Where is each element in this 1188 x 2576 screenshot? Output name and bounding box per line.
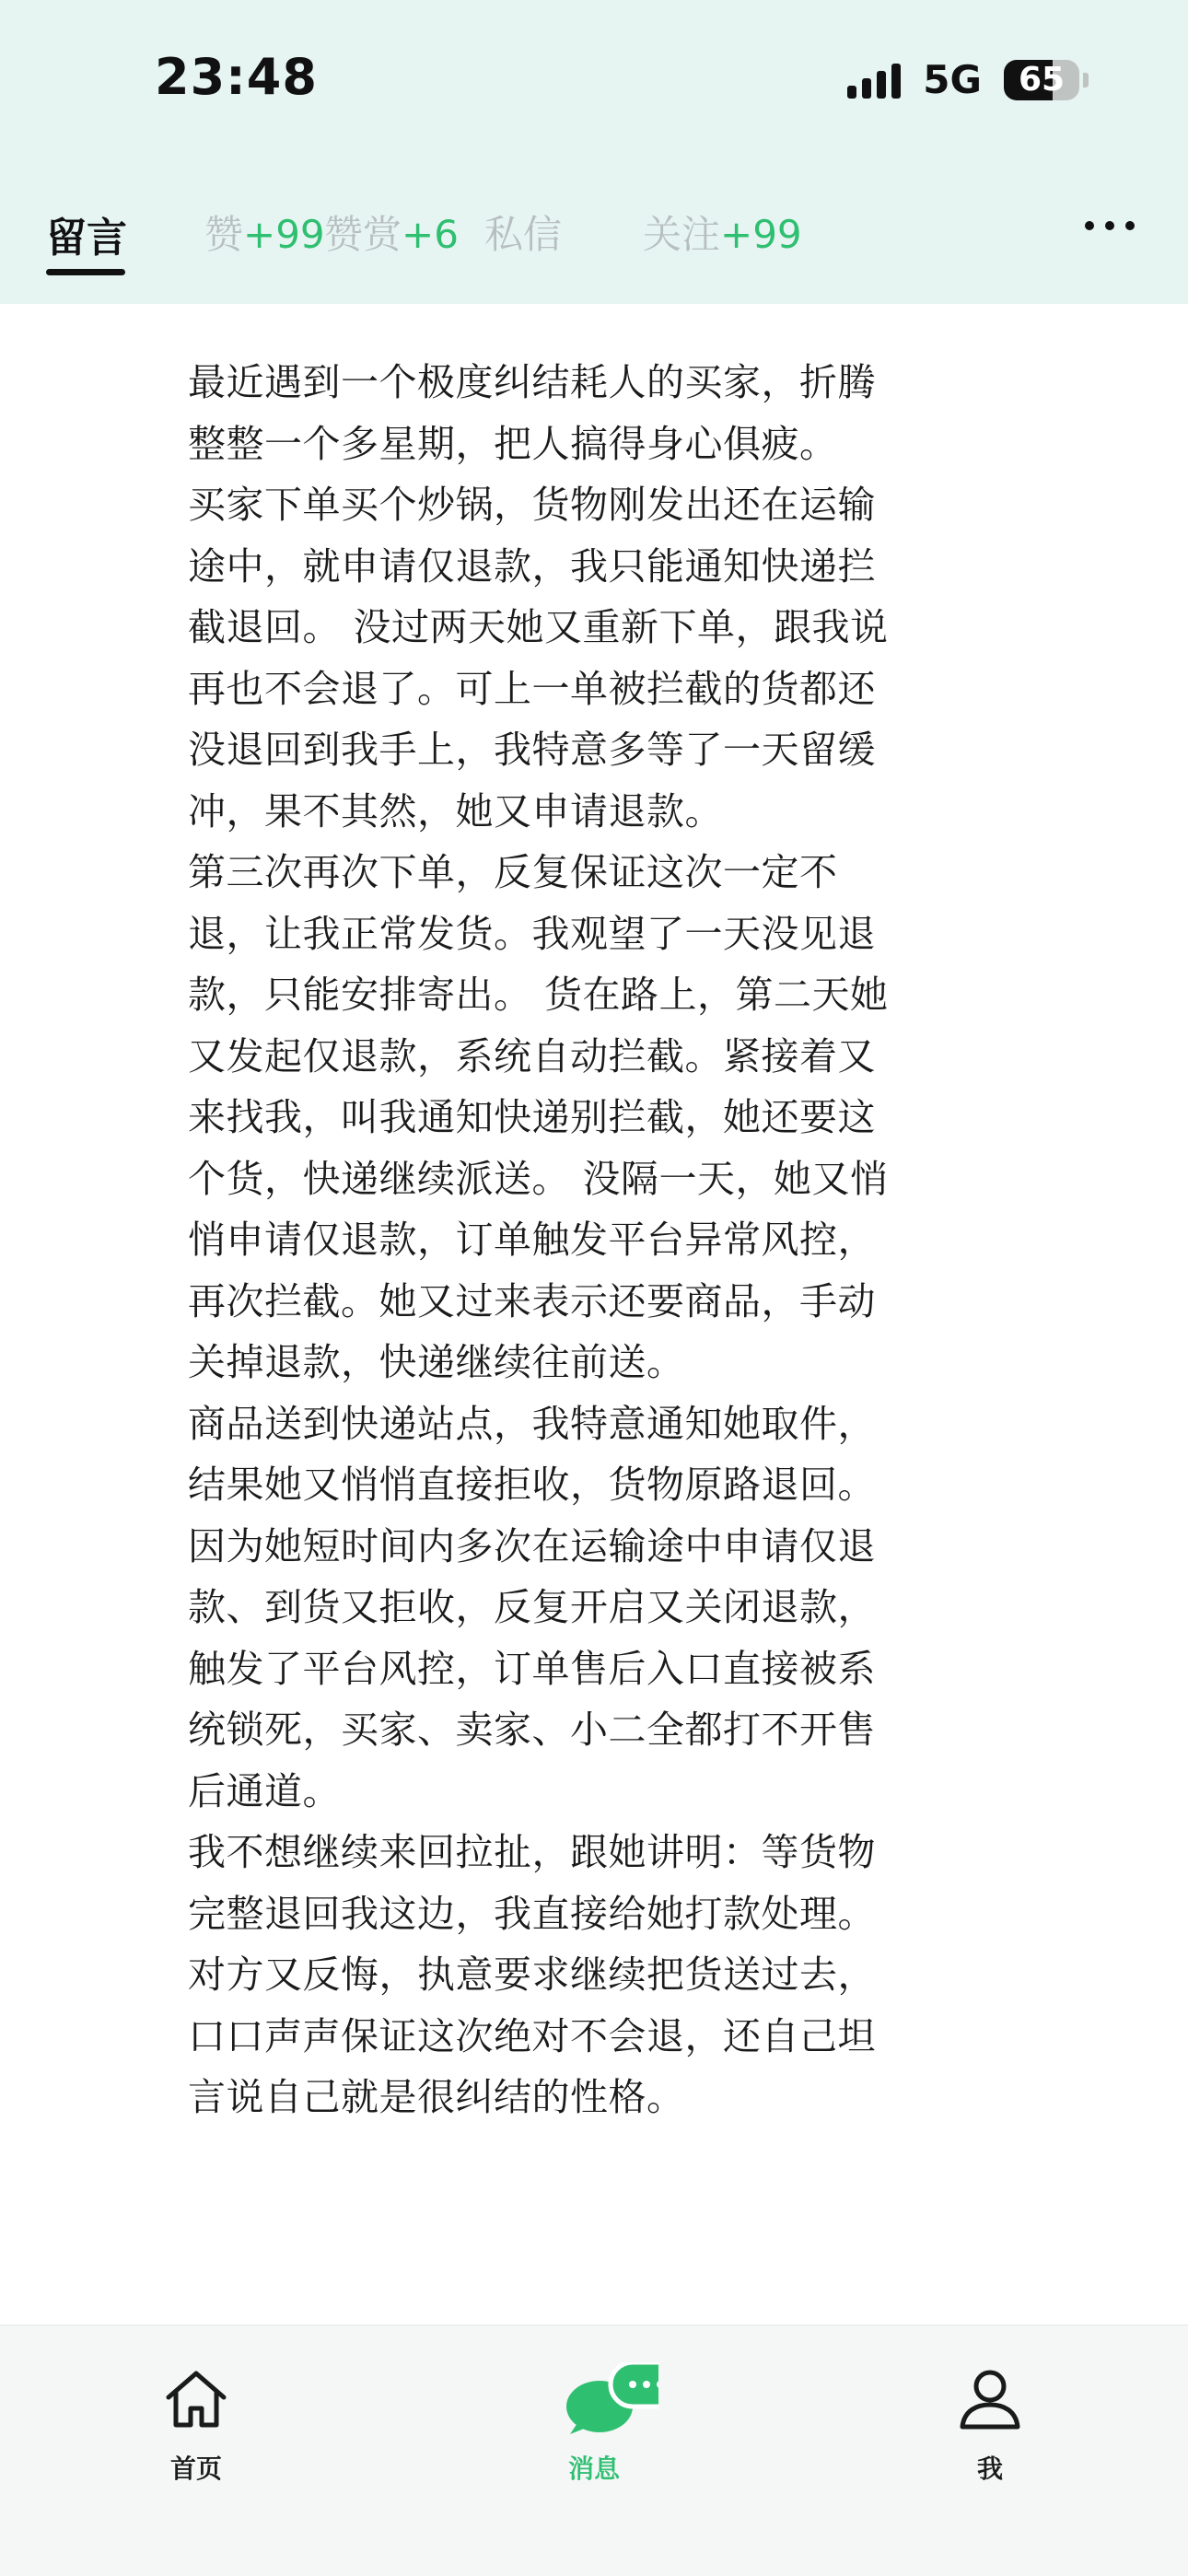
battery-level: 65 bbox=[1018, 61, 1066, 99]
tab-private-messages[interactable] bbox=[484, 204, 562, 260]
message-content bbox=[188, 352, 906, 2128]
status-icons bbox=[847, 57, 1089, 102]
content-paragraph: 第三次再次下单，反复保证这次一定不退，让我正常发货。我观望了一天没见退款，只能安排寄出。 货在路上，第二天她又发起仅退款，系统自动拦截。紧接着又来找我，叫我通知快递别拦截，她还要这个货，快递继续派送。 没隔一天，她又悄悄申请仅退款，订单触发平台异常风控，再次拦截。她又过来表示还要商品，手动关掉退款，快递继续往前送。 bbox=[188, 850, 889, 1384]
battery-icon bbox=[1004, 60, 1079, 100]
network-type: 5G bbox=[923, 57, 982, 102]
nav-label: 消息 bbox=[567, 2454, 620, 2484]
nav-home[interactable] bbox=[104, 2362, 288, 2486]
top-header bbox=[0, 0, 1188, 304]
tab-count: +99 bbox=[720, 212, 802, 257]
tab-label: 赞 bbox=[204, 212, 244, 257]
battery-cap bbox=[1083, 73, 1089, 87]
content-paragraph: 我不想继续来回拉扯，跟她讲明：等货物完整退回我这边，我直接给她打款处理。 对方又反悔，执意要求继续把货送过去，口口声声保证这次绝对不会退，还自己坦言说自己就是很纠结的性格。 bbox=[188, 1830, 876, 2119]
content-paragraph: 买家下单买个炒锅，货物刚发出还在运输途中，就申请仅退款，我只能通知快递拦截退回。 没过两天她又重新下单，跟我说再也不会退了。可上一单被拦截的货都还没退回到我手上，我特意多等了一天留缓冲，果不其然，她又申请退款。 bbox=[188, 483, 889, 833]
tab-count: +6 bbox=[402, 212, 459, 257]
nav-messages[interactable] bbox=[502, 2362, 686, 2486]
nav-label: 首页 bbox=[169, 2454, 222, 2484]
active-tab-indicator bbox=[46, 269, 125, 275]
tab-comments[interactable] bbox=[46, 204, 127, 263]
tab-likes[interactable] bbox=[204, 204, 325, 260]
content-paragraph: 商品送到快递站点，我特意通知她取件，结果她又悄悄直接拒收，货物原路退回。因为她短时间内多次在运输途中申请仅退款、到货又拒收，反复开启又关闭退款，触发了平台风控，订单售后入口直接被系统锁死，买家、卖家、小二全都打不开售后通道。 bbox=[188, 1401, 876, 1813]
tab-label: 私信 bbox=[484, 212, 563, 257]
tab-label: 赞赏 bbox=[324, 212, 402, 257]
content-paragraph: 最近遇到一个极度纠结耗人的买家，折腾整整一个多星期，把人搞得身心俱疲。 bbox=[188, 360, 876, 466]
tab-rewards[interactable] bbox=[324, 204, 459, 260]
status-time: 23:48 bbox=[155, 48, 318, 106]
nav-profile[interactable] bbox=[898, 2362, 1082, 2486]
tab-follows[interactable] bbox=[643, 204, 802, 260]
tab-bar bbox=[0, 195, 1188, 278]
bottom-nav bbox=[0, 2325, 1188, 2576]
user-icon bbox=[953, 2362, 1027, 2436]
tab-label: 留言 bbox=[46, 215, 127, 262]
home-icon bbox=[159, 2362, 233, 2436]
message-icon bbox=[530, 2362, 658, 2436]
tab-label: 关注 bbox=[643, 212, 721, 257]
tab-count: +99 bbox=[243, 212, 325, 257]
signal-icon bbox=[847, 62, 901, 99]
nav-label: 我 bbox=[976, 2454, 1003, 2484]
more-dots-icon[interactable] bbox=[1085, 221, 1135, 230]
